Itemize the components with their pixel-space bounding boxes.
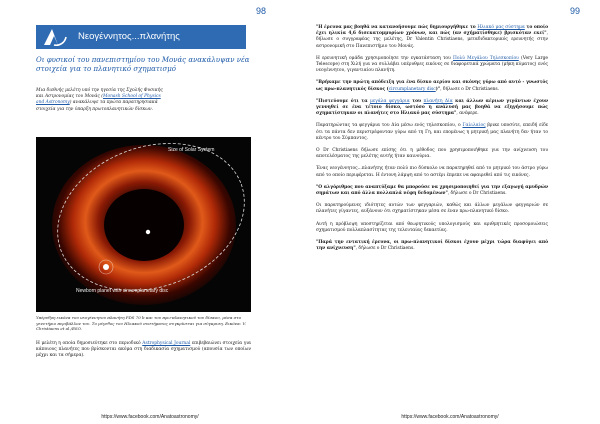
paragraph-5: Παρατηρώντας τα φεγγάρια του Δία μέσω ενός τηλεσκοπίου, ο Γαλιλαίος βρικε υποσύτε, επειδή είδε ότι τα πάντα δεν περιστρέφονταν γύρω από τη Γη, και επομένως η μητρική μας πλανήτη δεν ήταν το κέντρο του Σύμπαντος. [316, 123, 548, 141]
figure-label-solar: Size of Solar System [168, 147, 215, 153]
circumplanetary-disc-link[interactable]: circumplanetary disc [388, 86, 436, 92]
paragraph-8: "Ο αλγόριθμος που αναπτύξαμε θα μπορούσε να χρησιμοποιηθεί για την εξαγωγή αμυδρών σημάτων και από άλλα πολλαπλά νέφη δεδομένων", δήλωσε ο Dr Christiaens. [316, 184, 548, 197]
logo-icon [36, 25, 70, 49]
lower-paragraph [36, 341, 251, 360]
solar-system-link[interactable]: Ηλιακό μας σύστημα [477, 25, 525, 30]
moons-link[interactable]: μεγάλα φεγγάρια [370, 98, 410, 104]
right-column [316, 25, 548, 258]
paragraph-9: Οι παρατηρούμενες ιδιότητες αυτών των φεγγαριών, καθώς και άλλων μεγάλων φεγγαριών σε πλανήτες γίγαντες, αυξάνουν ότι σχηματίστηκαν μέσα σε έναν πρω-πλανητικό δίσκο. [316, 203, 548, 215]
paragraph-3: "Βρήκαμε την πρώτη απόδειξη για ένα δίσκο αερίου και σκόνης γύρω από αυτό - γνωστός ως πρω-πλανητικός δίσκος (circumplanetary disc)", δήλωσε ο Dr Christiaens. [316, 80, 548, 92]
monash-link[interactable]: Monash School of Physics and Astronomy [36, 94, 161, 106]
footer-left: https://www.facebook.com/Anatoastronomy/ [101, 414, 199, 420]
page-number-right: 99 [570, 6, 581, 16]
astrophysical-journal-link[interactable]: Astrophysical Journal [142, 341, 191, 346]
paragraph-11: "Παρά την εντατική έρευνα, οι πρω-πλανητικοί δίσκοι έχουν μέχρι τώρα διαφύγει από την ανίχνευση", δήλωσε ο Dr Christiaens. [316, 240, 548, 252]
article-header [36, 25, 246, 49]
article-subtitle: Οι φυσικοί του πανεπιστημίου του Μονάς ανακάλυψαν νέα στοιχεία για το πλανητικό σχηματισμό [36, 56, 250, 73]
paragraph-2: Η ερευνητική ομάδα χρησιμοποίησε την εγκατάσταση του Πολύ Μεγάλου Τηλεσκοπίου (Very Large Telescope) στη Χιλή για να συλλάβει υπέρυθρες εικόνες σε διαφορετικά χρώματα (μήκη κύματος) ενός νεογέννητου, γιγαντιαίου πλανήτη. [316, 55, 548, 74]
lower-text-before: Η μελέτη η οποία δημοσιεύτηκε στο περιοδικό [36, 341, 143, 346]
figure-caption: Υπέρυθρη εικόνα του νεογέννητου πλανήτη PDS 70 b και του πρω-πλανητικού του δίσκου, μέσα στο γενετήριο περιβάλλον του. Το μέγεθος του Ηλιακού συστήματος συγκρίνεται για σύγκριση. Εικόνα: V. Christiaens et al./ESO. [36, 315, 246, 332]
vlt-link[interactable]: Πολύ Μεγάλου Τηλεσκοπίου [453, 55, 519, 61]
jupiter-link[interactable]: πλανήτη Δία [423, 98, 453, 104]
infrared-image [36, 137, 251, 312]
footer-right: https://www.facebook.com/Anatoastronomy/ [401, 414, 499, 420]
galileo-link[interactable]: Γαλιλαίος [462, 123, 486, 129]
lower-text-after: επιβεβαιώνει στοιχεία για κάποιους πλανήτες που βρίσκονται ακόμα στη διαδικασία σχηματισμού (απουσία των οποίων μέχρι και τα σήμερα). [36, 341, 252, 359]
right-page [300, 0, 600, 424]
intro-text-before: Μια διεθνής μελέτη υπό την ηγεσία της Σχολής Φυσικής και Αστρονομίας του Μονάς ( [36, 88, 163, 100]
intro-paragraph [36, 88, 166, 113]
figure-label-planet: Newborn planet with circumplanetary disc [76, 288, 169, 294]
paragraph-4: "Πιστεύουμε ότι τα μεγάλα φεγγάρια του πλανήτη Δία και άλλων αέριων γιγάντων έχουν γεννηθεί σε ένα τέτοιο δίσκο, ωστόσο η ανάλυσή μας βοηθά να εξηγήσουμε πώς σχηματίστηκαν οι πλανήτες στο Ηλιακό μας σύστημα", ανέφερε. [316, 98, 548, 117]
paragraph-6: Ο Dr Christiaens δήλωσε επίσης ότι η μέθοδος που χρησιμοποιήθηκε για την ανίχνευση του αποτελέσματος της μελέτης αυτής ήταν καινούρια. [316, 148, 548, 160]
paragraph-7: Ένας νεογέννητος...πλανήτης ήταν πολύ πιο δύσκολο να παρατηρηθεί από το μητρικό του άστρο γύρω από το οποίο περιφέρεται. Η έντονη λάμψη από το αστέρι έπρεπε να αφαιρεθεί από τις εικόνες. [316, 166, 548, 178]
intro-text-after: ) ανακάλυψε τα πρώτα παρατηρησιακά στοιχεία για την ύπαρξη πρωτοπλανητικών δίσκων. [36, 100, 158, 112]
article-title: Νεογέννητος...πλανήτης [70, 25, 246, 49]
paragraph-10: Αυτή η πρόβλεψη υποστηρίζεται από θεωρητικούς υπολογισμούς και αριθμητικές προσομοιώσεις σχηματισμού πολλαπλασίτητας της τελευταίας δεκαετίας. [316, 221, 548, 233]
paragraph-1: "Η έρευνα μας βοηθά να κατανοήσουμε πώς δημιουργήθηκε το Ηλιακό μας σύστημα το οποίο έχει ηλικία 4,6 δισεκατομμυρίων χρόνων, και πώς (αν σχήματίσθηκε) βρισκόταν εκεί", δήλωσε ο συγγραφέας της μελέτης, Dr Valentin Christiaens, μεταδιδακτορικός ερευνητής στην αστρονομική στο Πανεπιστήμιο του Μονάς. [316, 25, 549, 49]
page-number-left: 98 [256, 6, 267, 16]
